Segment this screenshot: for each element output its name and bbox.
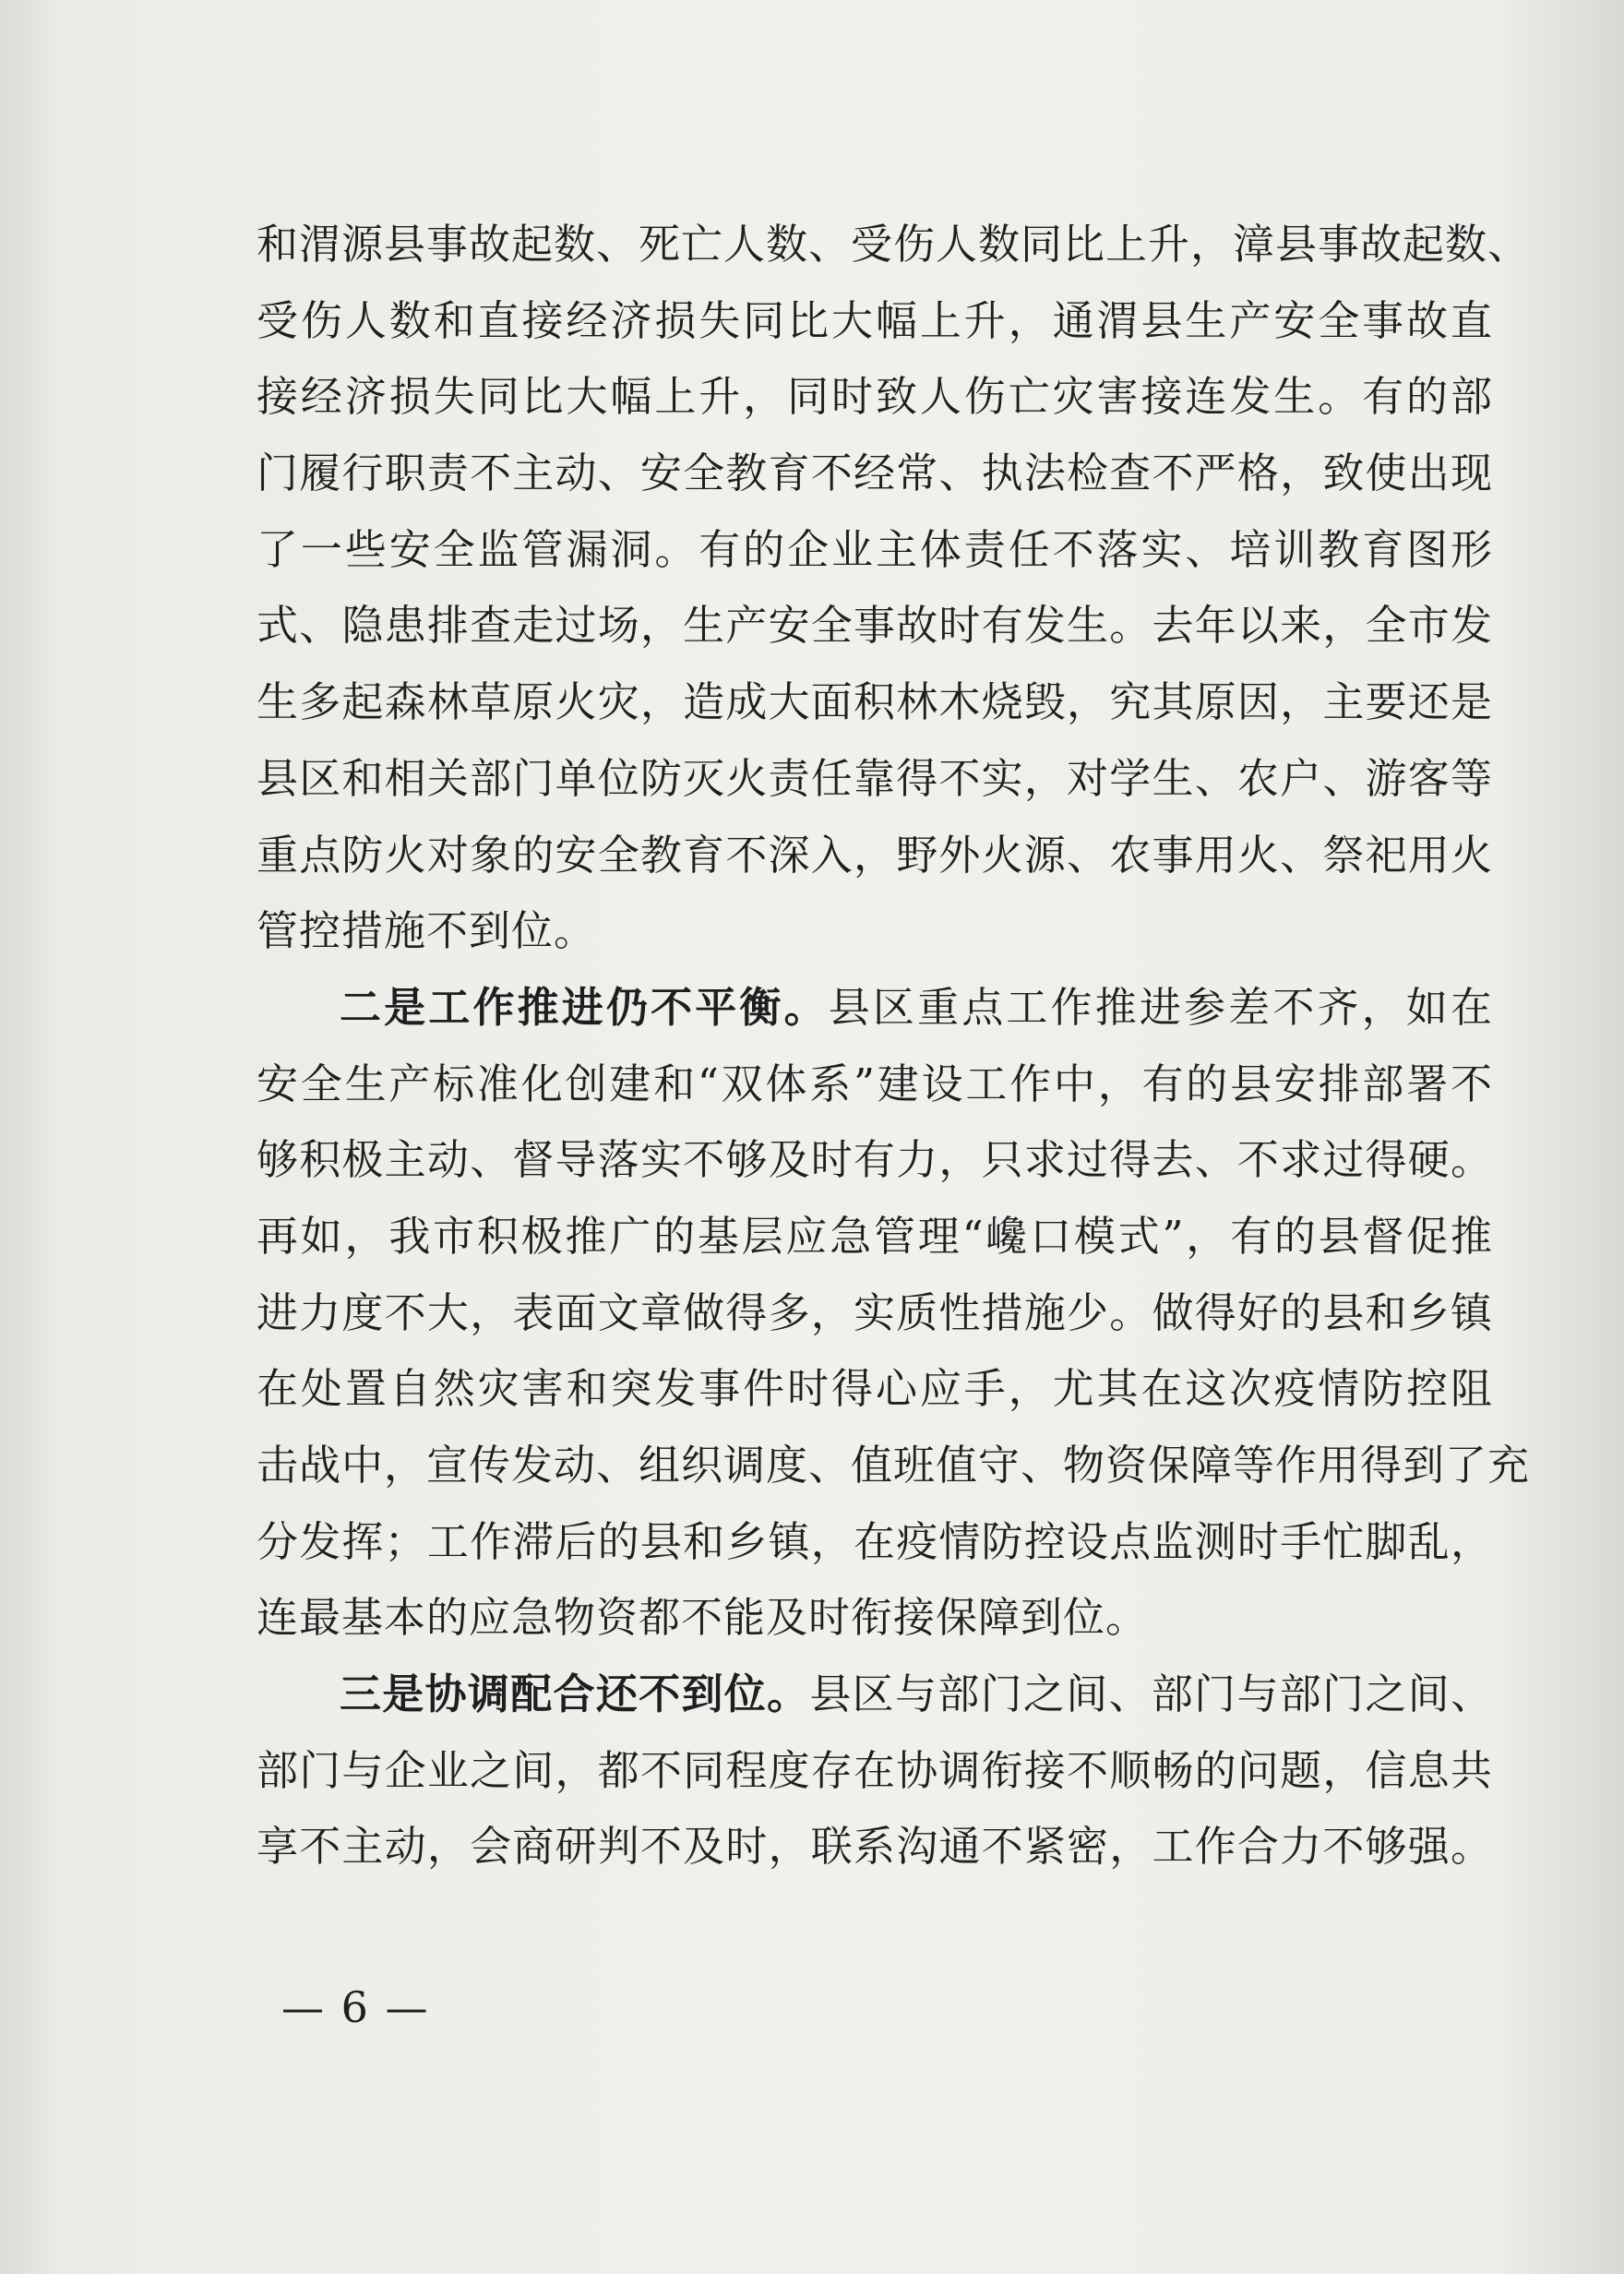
- paragraph-first-line-text: 县区与部门之间、部门与部门之间、: [809, 1670, 1493, 1719]
- text-line: 分发挥；工作滞后的县和乡镇，在疫情防控设点监测时手忙脚乱，: [257, 1516, 1493, 1566]
- paragraph-first-line: [257, 1657, 1493, 1733]
- text-line: 在处置自然灾害和突发事件时得心应手，尤其在这次疫情防控阻: [257, 1364, 1493, 1414]
- text-line: 够积极主动、督导落实不够及时有力，只求过得去、不求过得硬。: [257, 1135, 1493, 1185]
- text-line: 接经济损失同比大幅上升，同时致人伤亡灾害接连发生。有的部: [257, 372, 1493, 422]
- text-line: 部门与企业之间，都不同程度存在协调衔接不顺畅的问题，信息共: [257, 1745, 1493, 1795]
- paragraph-first-line: [257, 970, 1493, 1047]
- paragraph-heading: 二是工作推进仍不平衡。: [340, 982, 829, 1032]
- text-line: 门履行职责不主动、安全教育不经常、执法检查不严格，致使出现: [257, 449, 1493, 498]
- text-line: 管控措施不到位。: [257, 906, 597, 956]
- text-line: 连最基本的应急物资都不能及时衔接保障到位。: [257, 1593, 1149, 1643]
- text-line: 安全生产标准化创建和“双体系”建设工作中，有的县安排部署不: [257, 1059, 1493, 1108]
- text-line: 享不主动，会商研判不及时，联系沟通不紧密，工作合力不够强。: [257, 1822, 1493, 1872]
- paragraph-heading: 三是协调配合还不到位。: [340, 1670, 810, 1719]
- text-line: 生多起森林草原火灾，造成大面积林木烧毁，究其原因，主要还是: [257, 677, 1493, 727]
- page-number: — 6 —: [281, 1982, 430, 2032]
- text-line: 县区和相关部门单位防灭火责任靠得不实，对学生、农户、游客等: [257, 753, 1493, 803]
- paragraph-first-line-text: 县区重点工作推进参差不齐，如在: [828, 982, 1493, 1032]
- text-line: 式、隐患排查走过场，生产安全事故时有发生。去年以来，全市发: [257, 601, 1493, 651]
- text-line: 进力度不大，表面文章做得多，实质性措施少。做得好的县和乡镇: [257, 1287, 1493, 1337]
- text-line: 击战中，宣传发动、组织调度、值班值守、物资保障等作用得到了充: [257, 1441, 1531, 1490]
- text-line: 再如，我市积极推广的基层应急管理“巉口模式”，有的县督促推: [257, 1211, 1493, 1261]
- text-line: 重点防火对象的安全教育不深入，野外火源、农事用火、祭祀用火: [257, 830, 1493, 880]
- text-line: 了一些安全监管漏洞。有的企业主体责任不落实、培训教育图形: [257, 524, 1493, 574]
- text-line: 受伤人数和直接经济损失同比大幅上升，通渭县生产安全事故直: [257, 295, 1493, 345]
- body-text: [257, 207, 1531, 1885]
- text-line: 和渭源县事故起数、死亡人数、受伤人数同比上升，漳县事故起数、: [257, 220, 1531, 269]
